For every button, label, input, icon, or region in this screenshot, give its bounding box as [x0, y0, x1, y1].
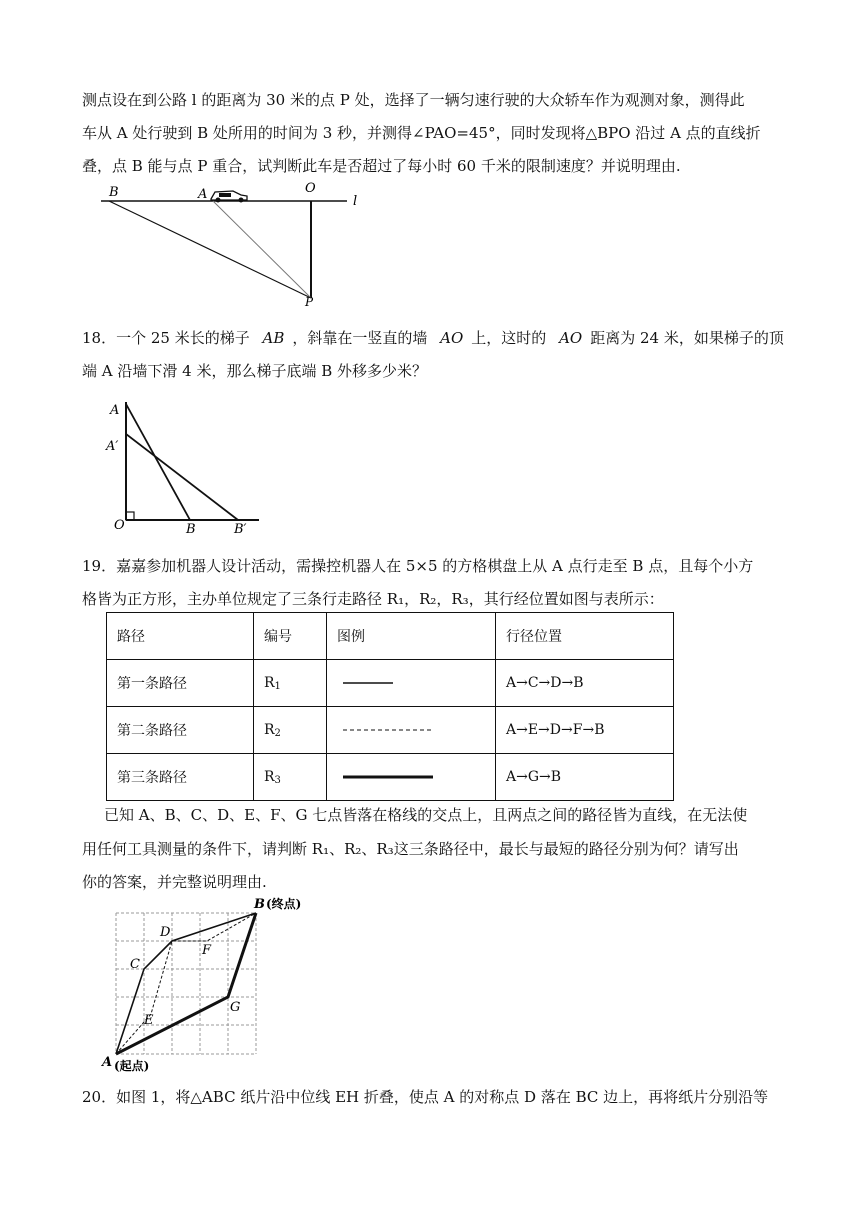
- legend-dashed: [327, 707, 496, 754]
- legend-solid-thin: [327, 660, 496, 707]
- legend-solid-thick: [327, 754, 496, 801]
- table-header-row: [107, 613, 674, 660]
- header-legend: 图例: [327, 613, 496, 660]
- path-id: $R_3$: [254, 754, 327, 801]
- table-row: [107, 660, 674, 707]
- table-row: [107, 707, 674, 754]
- q19-grid-figure: [98, 896, 338, 1074]
- q18-label-B: B: [186, 522, 196, 537]
- q18-label-O: O: [114, 518, 125, 533]
- q18-number: 18．: [82, 329, 117, 347]
- q19-label-G: G: [230, 1000, 241, 1015]
- table-row: [107, 754, 674, 801]
- q18-seg-1: 一个 25 米长的梯子: [116, 329, 250, 347]
- path-name: 第二条路径: [107, 707, 254, 754]
- q19-line-1: 19．嘉嘉参加机器人设计活动，需操控机器人在 5×5 的方格棋盘上从 A 点行走至 B 点，且每个小方: [82, 557, 754, 575]
- path-id: $R_2$: [254, 707, 327, 754]
- q19-line-2: 格皆为正方形，主办单位规定了三条行走路径 R₁，R₂，R₃，其行经位置如图与表所示：: [82, 590, 664, 608]
- path-name: 第三条路径: [107, 754, 254, 801]
- q18-seg-4: 距离为 24 米，如果梯子的顶: [590, 329, 784, 347]
- path-id: $R_1$: [254, 660, 327, 707]
- q17-label-P: P: [305, 295, 314, 306]
- q19-after-3: 你的答案，并完整说明理由.: [82, 873, 267, 891]
- q17-label-B: B: [109, 185, 119, 200]
- q18-figure: [104, 392, 274, 538]
- q18-label-A: A: [110, 403, 120, 418]
- q17-figure: [95, 178, 375, 306]
- q19-label-B: B: [254, 897, 265, 912]
- q19-after-1: 已知 A、B、C、D、E、F、G 七点皆落在格线的交点上，且两点之间的路径皆为直线，在无法使: [104, 806, 748, 824]
- q18-ao-1: AO: [440, 329, 464, 347]
- q19-label-end: (终点): [266, 897, 302, 911]
- q17-label-O: O: [305, 181, 316, 196]
- route-positions: A→E→D→F→B: [496, 707, 674, 754]
- q19-label-D: D: [160, 925, 171, 940]
- header-id: 编号: [254, 613, 327, 660]
- q17-label-A: A: [198, 187, 208, 202]
- q19-label-E: E: [144, 1013, 154, 1028]
- q17-label-l: l: [353, 194, 358, 209]
- q19-after-2: 用任何工具测量的条件下，请判断 R₁、R₂、R₃这三条路径中，最长与最短的路径分别为何？请写出: [82, 840, 739, 858]
- q17-line-1: 测点设在到公路 l 的距离为 30 米的点 P 处，选择了一辆匀速行驶的大众轿车作为观测对象，测得此: [82, 91, 745, 109]
- q18-line-1: [82, 327, 784, 348]
- route-positions: A→C→D→B: [496, 660, 674, 707]
- header-path: 路径: [107, 613, 254, 660]
- q19-label-A: A: [102, 1055, 113, 1070]
- header-route: 行径位置: [496, 613, 674, 660]
- q17-line-2: 车从 A 处行驶到 B 处所用的时间为 3 秒，并测得∠PAO=45°，同时发现将△BPO 沿过 A 点的直线折: [82, 124, 761, 142]
- q19-label-C: C: [130, 957, 140, 972]
- q19-label-start: (起点): [114, 1059, 150, 1073]
- q17-line-3: 叠，点 B 能与点 P 重合，试判断此车是否超过了每小时 60 千米的限制速度？并说明理由.: [82, 157, 681, 175]
- q18-seg-2: ，斜靠在一竖直的墙: [292, 329, 428, 347]
- q18-line-2: 端 A 沿墙下滑 4 米，那么梯子底端 B 外移多少米？: [82, 362, 428, 380]
- route-positions: A→G→B: [496, 754, 674, 801]
- q20-line-1: 20．如图 1，将△ABC 纸片沿中位线 EH 折叠，使点 A 的对称点 D 落在 BC 边上，再将纸片分别沿等: [82, 1088, 769, 1106]
- q18-ao-2: AO: [559, 329, 583, 347]
- path-name: 第一条路径: [107, 660, 254, 707]
- q18-label-B-prime: B′: [234, 522, 247, 537]
- q18-label-A-prime: A′: [106, 439, 119, 454]
- q18-seg-3: 上，这时的: [471, 329, 547, 347]
- route-table: [106, 612, 674, 801]
- q19-label-F: F: [202, 943, 212, 958]
- q18-ab: AB: [262, 329, 285, 347]
